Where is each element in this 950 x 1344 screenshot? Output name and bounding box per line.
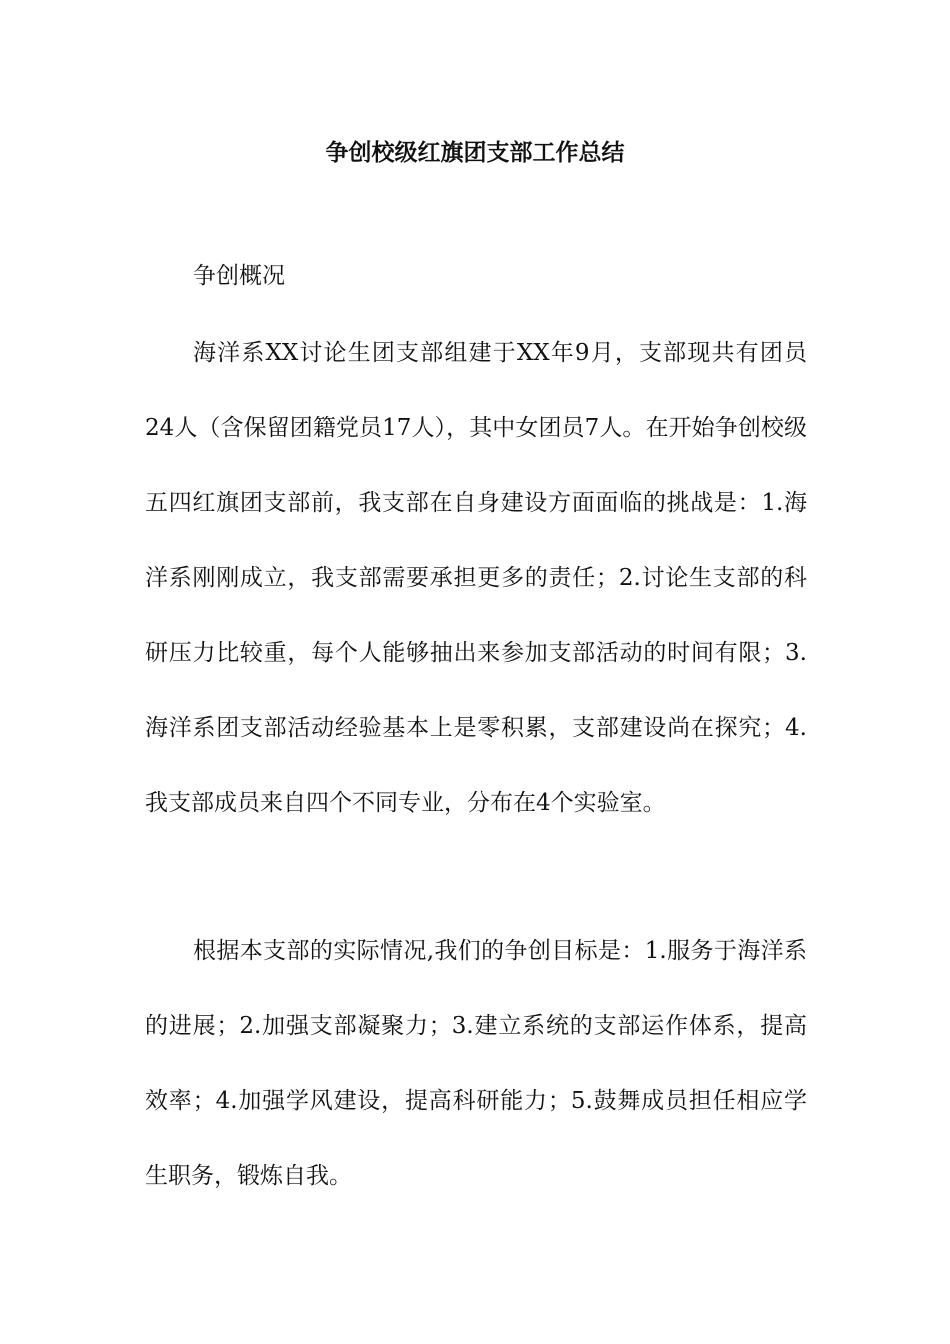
paragraph-goals: 根据本支部的实际情况,我们的争创目标是：1.服务于海洋系的进展；2.加强支部凝聚力；3.建立系统的支部运作体系，提高效率；4.加强学风建设，提高科研能力；5.鼓舞成员担任相应学生职务，锻炼自我。 (145, 938, 807, 1189)
document-title: 争创校级红旗团支部工作总结 (325, 139, 625, 166)
paragraph-overview: 海洋系XX讨论生团支部组建于XX年9月，支部现共有团员24人（含保留团籍党员17人），其中女团员7人。在开始争创校级五四红旗团支部前，我支部在自身建设方面面临的挑战是：1.海洋系刚刚成立，我支部需要承担更多的责任；2.讨论生支部的科研压力比较重，每个人能够抽出来参加支部活动的时间有限；3.海洋系团支部活动经验基本上是零积累，支部建设尚在探究；4.我支部成员来自四个不同专业，分布在4个实验室。 (145, 340, 807, 816)
section-heading: 争创概况 (193, 263, 285, 289)
